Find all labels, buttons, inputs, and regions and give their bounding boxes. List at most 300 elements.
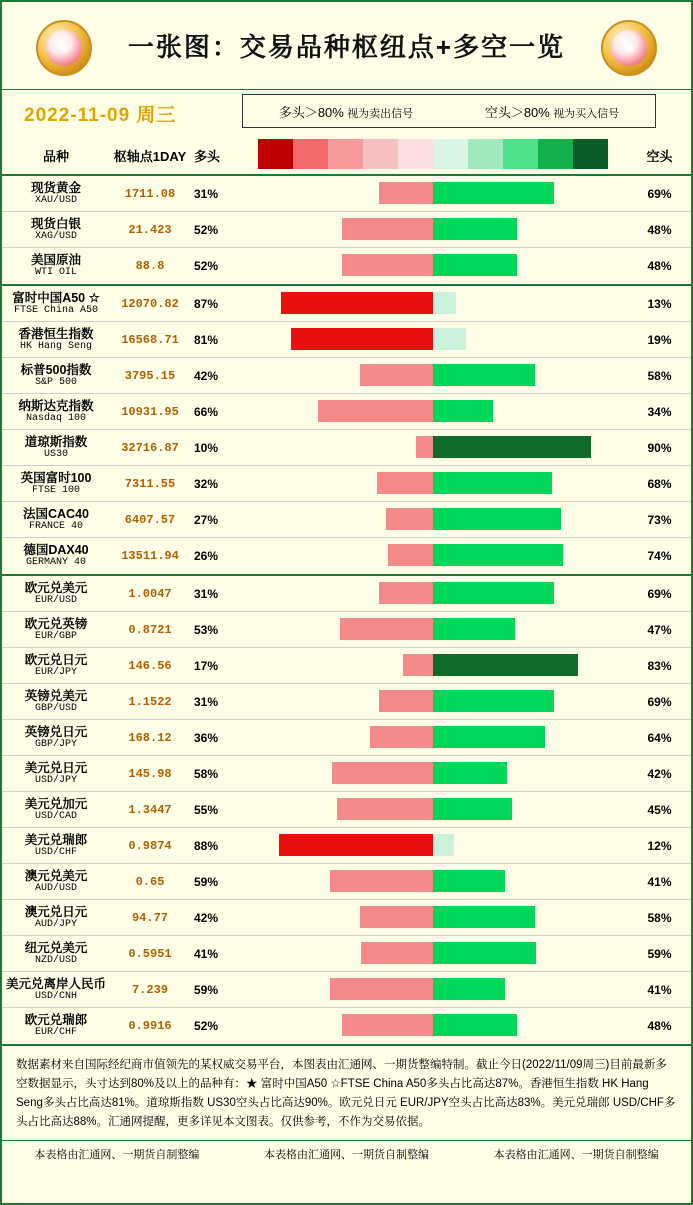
bear-bar — [433, 400, 493, 422]
bear-percent: 73% — [647, 512, 672, 527]
sentiment-bar-cell — [248, 502, 628, 538]
pivot-value: 7.239 — [131, 982, 168, 997]
table-row[interactable] — [2, 502, 691, 538]
table-row[interactable] — [2, 358, 691, 394]
bear-bar — [433, 654, 578, 676]
instrument-name-cell — [2, 435, 110, 461]
table-row[interactable] — [2, 972, 691, 1008]
instrument-name-en: HK Hang Seng — [19, 340, 92, 352]
scale-swatch-7 — [503, 139, 538, 169]
coin-logo-right-icon — [601, 20, 657, 76]
instrument-name-en: NZD/USD — [34, 954, 77, 966]
bull-percent: 31% — [194, 586, 219, 601]
column-header-pivot: 枢轴点1DAY — [113, 148, 187, 164]
instrument-name-cell — [2, 941, 110, 967]
instrument-name-en: AUD/JPY — [34, 918, 77, 930]
scale-swatch-2 — [328, 139, 363, 169]
pivot-value: 1.3447 — [128, 802, 172, 817]
bull-bar — [279, 834, 433, 856]
sentiment-bar-cell — [248, 212, 628, 248]
instrument-name-cell — [2, 471, 110, 497]
bear-bar — [433, 726, 545, 748]
instrument-group — [2, 286, 691, 576]
sentiment-bar-wrap — [258, 328, 608, 350]
instrument-name-en: XAU/USD — [34, 194, 77, 206]
credit-2: 本表格由汇通网、一期货自制整编 — [264, 1148, 429, 1161]
bull-bar — [377, 472, 433, 494]
column-header-bear: 空头 — [646, 148, 673, 164]
sentiment-bar-cell — [248, 466, 628, 502]
instrument-name-en: Nasdaq 100 — [25, 412, 86, 424]
bull-percent: 32% — [194, 476, 219, 491]
instrument-name-en: GERMANY 40 — [25, 557, 86, 569]
instrument-name-en: USD/JPY — [34, 774, 77, 786]
bull-percent: 41% — [194, 946, 219, 961]
sentiment-bar-wrap — [258, 508, 608, 530]
instrument-name-cell — [2, 363, 110, 389]
instrument-name-cn: 纽元兑美元 — [24, 940, 88, 955]
pivot-value: 1711.08 — [124, 186, 176, 201]
instrument-name-cn: 澳元兑美元 — [24, 868, 88, 883]
page-header — [2, 2, 691, 90]
sentiment-bar-wrap — [258, 942, 608, 964]
instrument-name-cell — [2, 581, 110, 607]
instrument-name-cn: 英镑兑日元 — [24, 724, 88, 739]
pivot-value: 94.77 — [131, 910, 168, 925]
report-date: 2022-11-09 周三 — [24, 104, 177, 126]
bull-percent: 53% — [194, 622, 219, 637]
instrument-name-en: FRANCE 40 — [28, 520, 83, 532]
pivot-value: 21.423 — [128, 222, 172, 237]
instrument-name-cn: 欧元兑英镑 — [24, 616, 88, 631]
pivot-value: 3795.15 — [124, 368, 176, 383]
subheader — [2, 90, 691, 136]
sentiment-bar-wrap — [258, 762, 608, 784]
table-row[interactable] — [2, 466, 691, 502]
bull-percent: 10% — [194, 440, 219, 455]
bull-bar — [379, 690, 433, 712]
bull-bar — [342, 218, 433, 240]
instrument-name-cell — [2, 869, 110, 895]
table-row[interactable] — [2, 864, 691, 900]
bear-percent: 48% — [647, 222, 672, 237]
legend-bear-threshold: 空头＞80% — [484, 104, 550, 120]
bear-percent: 69% — [647, 186, 672, 201]
sentiment-bar-wrap — [258, 400, 608, 422]
instrument-name-cn: 澳元兑日元 — [24, 904, 88, 919]
bear-percent: 90% — [647, 440, 672, 455]
instrument-name-en: GBP/USD — [34, 702, 77, 714]
instrument-name-cn: 香港恒生指数 — [18, 326, 94, 341]
bull-percent: 42% — [194, 368, 219, 383]
table-row[interactable] — [2, 936, 691, 972]
bear-percent: 34% — [647, 404, 672, 419]
pivot-value: 32716.87 — [121, 440, 179, 455]
instrument-table — [2, 176, 691, 1046]
bear-percent: 68% — [647, 476, 672, 491]
instrument-name-en: EUR/CHF — [34, 1027, 77, 1039]
coin-inner-left: 港 — [46, 30, 82, 66]
bear-bar — [433, 690, 554, 712]
sentiment-bar-cell — [248, 322, 628, 358]
sentiment-bar-wrap — [258, 544, 608, 566]
instrument-name-en: GBP/JPY — [34, 738, 77, 750]
bull-percent: 31% — [194, 186, 219, 201]
bull-percent: 55% — [194, 802, 219, 817]
instrument-name-cell — [2, 399, 110, 425]
bear-percent: 45% — [647, 802, 672, 817]
instrument-name-cell — [2, 725, 110, 751]
instrument-name-cell — [2, 543, 110, 569]
scale-swatch-1 — [293, 139, 328, 169]
bear-bar — [433, 618, 515, 640]
bull-bar — [281, 292, 433, 314]
bear-percent: 41% — [647, 982, 672, 997]
sentiment-bar-wrap — [258, 1014, 608, 1036]
table-row[interactable] — [2, 286, 691, 322]
instrument-name-cn: 标普500指数 — [20, 362, 92, 377]
sentiment-bar-cell — [248, 684, 628, 720]
pivot-value: 1.0047 — [128, 586, 172, 601]
sentiment-bar-wrap — [258, 472, 608, 494]
instrument-name-cn: 美元兑瑞郎 — [24, 832, 88, 847]
bull-percent: 42% — [194, 910, 219, 925]
instrument-name-en: EUR/JPY — [34, 666, 77, 678]
bear-percent: 69% — [647, 694, 672, 709]
column-header-scale — [248, 136, 628, 174]
legend-bull-text: 视为卖出信号 — [347, 107, 414, 120]
table-row[interactable] — [2, 394, 691, 430]
sentiment-bar-wrap — [258, 436, 608, 458]
page-title: 一张图：交易品种枢纽点+多空一览 — [127, 32, 566, 62]
sentiment-bar-cell — [248, 358, 628, 394]
legend-bear-rule — [449, 102, 655, 121]
sentiment-bar-wrap — [258, 364, 608, 386]
instrument-name-en: EUR/GBP — [34, 630, 77, 642]
scale-swatch-3 — [363, 139, 398, 169]
column-header-bull: 多头 — [194, 148, 221, 164]
table-row[interactable] — [2, 322, 691, 358]
bull-bar — [379, 182, 433, 204]
instrument-name-cn: 欧元兑瑞郎 — [24, 1013, 88, 1028]
instrument-name-en: WTI OIL — [34, 267, 77, 279]
sentiment-bar-wrap — [258, 906, 608, 928]
bull-bar — [330, 870, 433, 892]
sentiment-bar-wrap — [258, 254, 608, 276]
sentiment-bar-cell — [248, 720, 628, 756]
bull-bar — [342, 1014, 433, 1036]
table-row[interactable] — [2, 612, 691, 648]
pivot-value: 16568.71 — [121, 332, 179, 347]
bull-bar — [416, 436, 434, 458]
sentiment-bar-cell — [248, 828, 628, 864]
instrument-name-cell — [2, 181, 110, 207]
bear-bar — [433, 762, 507, 784]
table-row[interactable] — [2, 900, 691, 936]
instrument-name-cn: 美元兑日元 — [24, 760, 88, 775]
sentiment-bar-cell — [248, 286, 628, 322]
instrument-name-cell — [2, 761, 110, 787]
bear-percent: 74% — [647, 549, 672, 563]
bull-bar — [360, 364, 434, 386]
bull-percent: 52% — [194, 259, 219, 273]
pivot-value: 6407.57 — [124, 512, 176, 527]
scale-swatch-6 — [468, 139, 503, 169]
bear-bar — [433, 870, 505, 892]
footer-note: 数据素材来自国际经纪商市值领先的某权威交易平台，本图表由汇通网、一期货整编特制。截止今日(2022/11/09周三)目前最新多空数据显示，头寸达到80%及以上的品种有：★ 富时中国A50 ☆FTSE China A50多头占比高达87%。香港恒生指数 HK Hang Seng多头占比高达81%。道琼斯指数 US30空头占比高达90%。欧元兑日元 EUR/JPY空头占比高达83%。美元兑瑞郎 USD/CHF多头占比高达88%。汇通网提醒，更多详见本文图表。仅供参考，不作为交易依据。 — [2, 1046, 691, 1141]
sentiment-bar-wrap — [258, 618, 608, 640]
instrument-name-cell — [2, 291, 110, 317]
sentiment-bar-cell — [248, 612, 628, 648]
bull-bar — [370, 726, 433, 748]
bear-percent: 58% — [647, 910, 672, 925]
instrument-name-en: USD/CAD — [34, 810, 77, 822]
legend-bull-threshold: 多头＞80% — [278, 104, 344, 120]
sentiment-bar-wrap — [258, 834, 608, 856]
bear-bar — [433, 328, 466, 350]
bull-bar — [360, 906, 434, 928]
legend-box — [242, 94, 656, 128]
bull-percent: 52% — [194, 1019, 219, 1033]
pivot-value: 146.56 — [128, 658, 172, 673]
pivot-value: 88.8 — [135, 259, 165, 273]
bull-percent: 81% — [194, 332, 219, 347]
bull-bar — [386, 508, 433, 530]
instrument-name-en: US30 — [43, 448, 68, 460]
pivot-value: 1.1522 — [128, 694, 172, 709]
table-row[interactable] — [2, 756, 691, 792]
bear-bar — [433, 292, 456, 314]
sentiment-bar-cell — [248, 1008, 628, 1044]
bull-bar — [388, 544, 434, 566]
sentiment-bar-wrap — [258, 870, 608, 892]
credit-1: 本表格由汇通网、一期货自制整编 — [34, 1148, 200, 1161]
sentiment-bar-wrap — [258, 978, 608, 1000]
bull-percent: 58% — [194, 766, 219, 781]
instrument-name-cn: 英镑兑美元 — [24, 688, 88, 703]
sentiment-bar-wrap — [258, 582, 608, 604]
sentiment-bar-wrap — [258, 654, 608, 676]
pivot-value: 0.65 — [135, 874, 165, 889]
bear-bar — [433, 508, 561, 530]
bull-bar — [361, 942, 433, 964]
sentiment-bar-cell — [248, 972, 628, 1008]
instrument-name-cell — [2, 689, 110, 715]
scale-swatch-4 — [398, 139, 433, 169]
bull-bar — [291, 328, 433, 350]
instrument-name-cell — [2, 977, 110, 1003]
bear-percent: 69% — [647, 586, 672, 601]
sentiment-bar-cell — [248, 538, 628, 574]
instrument-name-cn: 现货黄金 — [30, 180, 81, 195]
instrument-name-en: XAG/USD — [34, 230, 77, 242]
pivot-value: 10931.95 — [121, 404, 179, 419]
bull-bar — [337, 798, 433, 820]
scale-swatch-9 — [573, 139, 608, 169]
bear-bar — [433, 906, 535, 928]
instrument-name-en: AUD/USD — [34, 882, 77, 894]
table-row[interactable] — [2, 538, 691, 574]
bear-percent: 48% — [647, 1019, 672, 1033]
bear-bar — [433, 436, 591, 458]
instrument-name-cn: 美元兑加元 — [24, 796, 88, 811]
instrument-name-en: FTSE 100 — [31, 484, 80, 496]
instrument-name-cn: 纳斯达克指数 — [18, 398, 94, 413]
sentiment-bar-cell — [248, 936, 628, 972]
coin-logo-left-icon — [36, 20, 92, 76]
instrument-name-en: USD/CHF — [34, 846, 77, 858]
bull-bar — [332, 762, 434, 784]
scale-swatch-5 — [433, 139, 468, 169]
sentiment-bar-cell — [248, 756, 628, 792]
sentiment-bar-cell — [248, 792, 628, 828]
bear-bar — [433, 942, 536, 964]
sentiment-bar-wrap — [258, 726, 608, 748]
sentiment-bar-cell — [248, 430, 628, 466]
instrument-name-cn: 欧元兑日元 — [24, 652, 88, 667]
table-row[interactable] — [2, 212, 691, 248]
sentiment-bar-wrap — [258, 690, 608, 712]
sentiment-bar-cell — [248, 176, 628, 212]
bear-bar — [433, 798, 512, 820]
pivot-value: 13511.94 — [121, 549, 179, 563]
instrument-name-en: S&P 500 — [34, 376, 77, 388]
pivot-value: 12070.82 — [121, 296, 179, 311]
sentiment-bar-wrap — [258, 182, 608, 204]
bear-bar — [433, 978, 505, 1000]
bear-bar — [433, 254, 517, 276]
bull-percent: 17% — [194, 658, 219, 673]
bear-percent: 12% — [647, 838, 672, 853]
instrument-name-cn: 富时中国A50 ☆ — [12, 290, 100, 305]
bull-bar — [318, 400, 434, 422]
instrument-name-cn: 德国DAX40 — [23, 543, 89, 558]
instrument-name-cell — [2, 253, 110, 279]
instrument-name-en: USD/CNH — [34, 990, 77, 1002]
legend-bear-text: 视为买入信号 — [553, 107, 620, 120]
column-header-name: 品种 — [42, 148, 69, 164]
instrument-name-cn: 英国富时100 — [20, 470, 92, 485]
instrument-name-cn: 现货白银 — [30, 216, 81, 231]
instrument-name-cell — [2, 617, 110, 643]
bear-percent: 42% — [647, 766, 672, 781]
table-row[interactable] — [2, 792, 691, 828]
sentiment-bar-cell — [248, 248, 628, 284]
instrument-name-cell — [2, 507, 110, 533]
bear-bar — [433, 472, 552, 494]
pivot-value: 0.8721 — [128, 622, 172, 637]
table-row[interactable] — [2, 720, 691, 756]
bull-bar — [330, 978, 433, 1000]
sentiment-bar-cell — [248, 864, 628, 900]
pivot-value: 168.12 — [128, 730, 172, 745]
bear-bar — [433, 364, 535, 386]
instrument-name-cn: 欧元兑美元 — [24, 580, 88, 595]
table-row[interactable] — [2, 684, 691, 720]
bull-bar — [379, 582, 433, 604]
color-scale-strip — [258, 139, 608, 169]
bull-percent: 27% — [194, 512, 219, 527]
bear-bar — [433, 834, 454, 856]
bull-percent: 31% — [194, 694, 219, 709]
bull-percent: 59% — [194, 982, 219, 997]
bear-percent: 41% — [647, 874, 672, 889]
pivot-value: 0.5951 — [128, 946, 172, 961]
bear-percent: 59% — [647, 946, 672, 961]
bull-bar — [340, 618, 433, 640]
instrument-name-cn: 法国CAC40 — [23, 506, 89, 521]
bear-percent: 48% — [647, 259, 672, 273]
bear-bar — [433, 582, 554, 604]
sentiment-bar-cell — [248, 648, 628, 684]
pivot-value: 0.9916 — [128, 1019, 172, 1033]
bear-bar — [433, 218, 517, 240]
bull-percent: 88% — [194, 838, 219, 853]
sentiment-bar-wrap — [258, 218, 608, 240]
bear-bar — [433, 1014, 517, 1036]
bear-percent: 47% — [647, 622, 672, 637]
bull-percent: 36% — [194, 730, 219, 745]
scale-swatch-8 — [538, 139, 573, 169]
pivot-value: 7311.55 — [124, 476, 176, 491]
pivot-value: 145.98 — [128, 766, 172, 781]
instrument-name-en: EUR/USD — [34, 594, 77, 606]
footer-credits — [2, 1141, 691, 1167]
bull-percent: 59% — [194, 874, 219, 889]
instrument-name-cell — [2, 797, 110, 823]
table-row[interactable] — [2, 1008, 691, 1044]
sentiment-bar-cell — [248, 900, 628, 936]
bear-percent: 19% — [647, 332, 672, 347]
table-row[interactable] — [2, 576, 691, 612]
instrument-name-cell — [2, 1013, 110, 1039]
instrument-group — [2, 176, 691, 286]
sentiment-bar-cell — [248, 576, 628, 612]
instrument-name-cell — [2, 833, 110, 859]
bull-percent: 26% — [194, 549, 219, 563]
instrument-name-cell — [2, 653, 110, 679]
instrument-name-cn: 美元兑离岸人民币 — [5, 976, 106, 991]
bull-percent: 52% — [194, 222, 219, 237]
instrument-name-cn: 美国原油 — [30, 253, 81, 268]
instrument-group — [2, 576, 691, 1046]
sentiment-bar-wrap — [258, 292, 608, 314]
table-row[interactable] — [2, 248, 691, 284]
table-row[interactable] — [2, 176, 691, 212]
instrument-name-cn: 道琼斯指数 — [24, 434, 88, 449]
bear-percent: 13% — [647, 296, 672, 311]
table-row[interactable] — [2, 828, 691, 864]
bear-bar — [433, 544, 563, 566]
bull-bar — [403, 654, 433, 676]
instrument-name-en: FTSE China A50 — [13, 304, 98, 316]
pivot-value: 0.9874 — [128, 838, 172, 853]
bull-percent: 87% — [194, 296, 219, 311]
bull-bar — [342, 254, 433, 276]
credit-3: 本表格由汇通网、一期货自制整编 — [493, 1148, 659, 1161]
legend-bull-rule — [243, 102, 449, 121]
instrument-name-cell — [2, 217, 110, 243]
bear-percent: 83% — [647, 658, 672, 673]
sentiment-bar-wrap — [258, 798, 608, 820]
instrument-name-cell — [2, 327, 110, 353]
table-row[interactable] — [2, 648, 691, 684]
bear-percent: 64% — [647, 730, 672, 745]
instrument-name-cell — [2, 905, 110, 931]
bear-bar — [433, 182, 554, 204]
table-row[interactable] — [2, 430, 691, 466]
coin-inner-right: 港 — [611, 30, 647, 66]
